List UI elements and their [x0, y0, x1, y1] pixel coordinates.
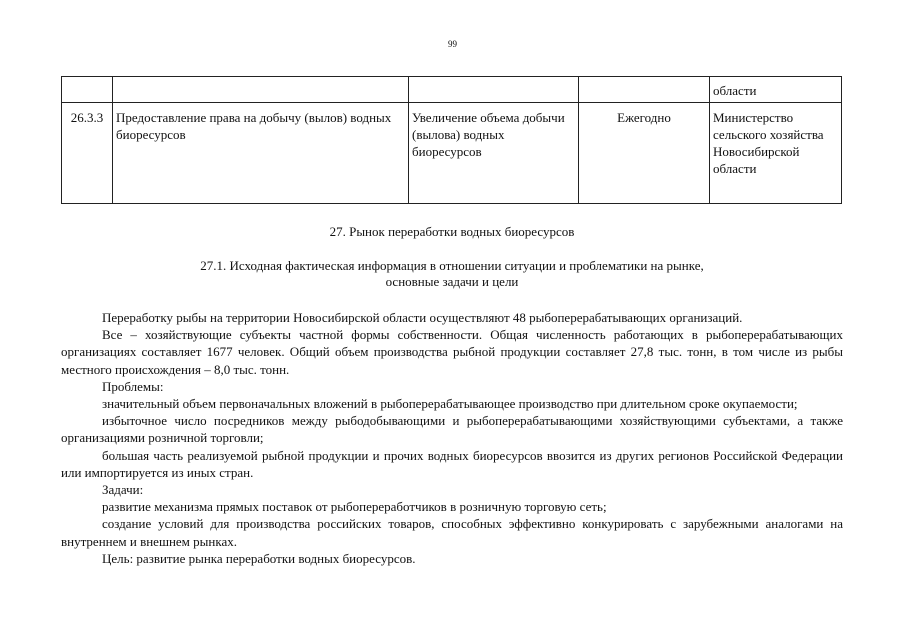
cell-action: [113, 77, 409, 103]
paragraph: значительный объем первоначальных вложений в рыбоперерабатывающее производство при длительном сроке окупаемости;: [102, 396, 798, 412]
cell-result: [409, 77, 579, 103]
paragraph: большая часть реализуемой рыбной продукции и прочих водных биоресурсов ввозится из других регионов Российской Федерации или импортируется из иных стран.: [61, 447, 843, 480]
cell-action: Предоставление права на добычу (вылов) водных биоресурсов: [113, 103, 409, 204]
cell-result: Увеличение объема добычи (вылова) водных биоресурсов: [409, 103, 579, 204]
paragraph-problems-heading: Проблемы:: [102, 378, 164, 394]
paragraph: развитие механизма прямых поставок от рыбопереработчиков в розничную торговую сеть;: [102, 499, 607, 515]
cell-period: Ежегодно: [579, 103, 710, 204]
paragraph: Все – хозяйствующие субъекты частной формы собственности. Общая численность работающих в рыбоперерабатывающих организациях составляет 1677 человек. Общий объем производства рыбной продукции составляет 27,8 тыс. тонн, в том числе из рыбы местного происхождения – 8,0 тыс. тонн.: [61, 327, 843, 377]
paragraph: Переработку рыбы на территории Новосибирской области осуществляют 48 рыбоперерабатывающих организаций.: [102, 310, 743, 325]
paragraph: создание условий для производства российских товаров, способных эффективно конкурировать с зарубежными аналогами на внутреннем и внешнем рынках.: [61, 516, 843, 549]
paragraph: избыточное число посредников между рыбодобывающими и рыбоперерабатывающими хозяйствующими субъектами, а также организациями розничной торговли;: [61, 413, 843, 446]
cell-period: [579, 77, 710, 103]
cell-number: 26.3.3: [62, 103, 113, 204]
paragraph-goal: Цель: развитие рынка переработки водных биоресурсов.: [102, 550, 416, 566]
subsection-title-line-2: основные задачи и цели: [385, 274, 519, 289]
cell-responsible: Министерство сельского хозяйства Новосибирской области: [710, 103, 842, 204]
page-number: 99: [448, 39, 457, 49]
measures-table: [61, 76, 842, 204]
paragraph-tasks-heading: Задачи:: [102, 482, 144, 498]
subsection-title-line-1: 27.1. Исходная фактическая информация в отношении ситуации и проблематики на рынке,: [200, 258, 704, 273]
table-row: [62, 77, 842, 103]
table-row: [62, 103, 842, 204]
cell-number: [62, 77, 113, 103]
body-text: [61, 309, 843, 567]
subsection-title: [61, 258, 843, 290]
cell-responsible: области: [710, 77, 842, 103]
section-title: 27. Рынок переработки водных биоресурсов: [329, 224, 575, 239]
